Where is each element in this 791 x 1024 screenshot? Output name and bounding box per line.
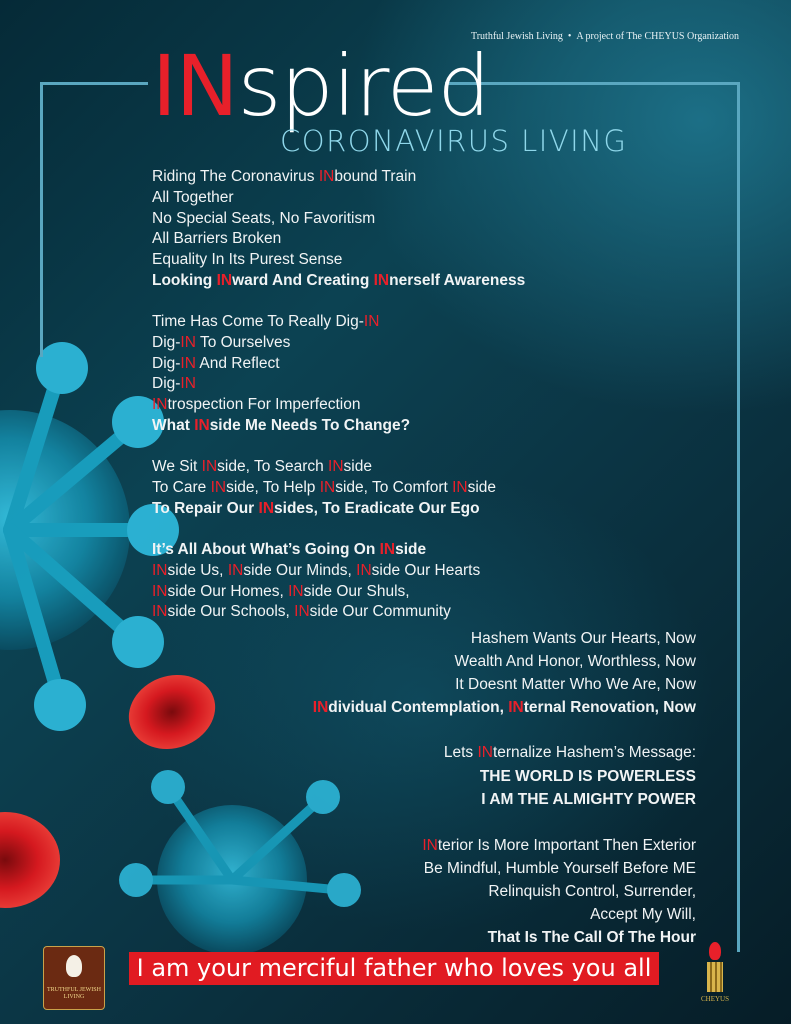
line-text: All Together [152,188,234,206]
cheyus-logo [700,942,730,1008]
in-highlight: IN [152,603,168,621]
line-text: side Our Homes, [167,582,289,600]
line-text: And Reflect [195,354,280,372]
line-text: nerself Awareness [389,271,526,289]
line-text: ward And Creating [232,271,374,289]
line-text: side, To Help [226,478,320,496]
menorah-flame-logo [66,955,82,977]
poem-line [422,903,696,926]
poem-line [152,561,480,582]
line-text: side Our Community [309,603,451,621]
line-text: Time Has Come To Really Dig- [152,313,364,330]
closing-banner: I am your merciful father who loves you all [129,952,659,985]
poem-line [152,312,410,333]
in-highlight: IN [152,582,168,600]
poem-line [152,354,410,375]
in-highlight: IN [180,354,196,372]
virus-bottom [119,770,361,955]
line-text: We Sit [152,458,202,475]
line-text: Dig- [152,333,181,351]
in-highlight: IN [201,458,218,475]
line-text: To Care [152,478,211,496]
page-subtitle: CORONAVIRUS LIVING [280,124,628,158]
in-highlight: IN [294,603,310,621]
line-text: sides, To Eradicate Our Ego [274,499,480,517]
poem-line [152,499,496,520]
in-highlight: IN [508,699,524,716]
in-highlight: IN [312,699,329,716]
poem-line [152,250,525,271]
stanza-4 [152,540,480,623]
line-text: Riding The Coronavirus [152,168,319,185]
line-text: side Our Schools, [167,603,295,621]
poem-line [422,834,696,857]
line-text: Dig- [152,375,181,393]
in-highlight: IN [216,271,233,289]
line-text: That Is The Call Of The Hour [487,929,696,946]
line-text: It’s All About What’s Going On [152,541,380,558]
in-highlight: IN [318,168,335,185]
logo-left-text: TRUTHFUL JEWISH LIVING [47,987,101,1000]
line-text: Accept My Will, [590,906,696,923]
line-text: All Barriers Broken [152,230,282,248]
in-highlight: IN [373,271,390,289]
credit-left: Truthful Jewish Living [470,31,563,42]
line-text: THE WORLD IS POWERLESS [479,767,696,785]
in-highlight: IN [363,313,380,330]
credit-separator: • [567,31,572,42]
line-text: side Our Minds, [243,561,357,579]
in-highlight: IN [452,478,468,496]
in-highlight: IN [319,478,336,496]
line-text: side Us, [167,561,228,579]
line-text: To Repair Our [152,499,259,517]
in-highlight: IN [422,837,438,854]
line-text: ternalize Hashem’s Message: [492,744,696,761]
line-text: side [467,478,497,496]
poem-line [422,880,696,903]
blood-cell-illustration [118,663,225,761]
poem-line [152,416,410,437]
in-highlight: IN [180,333,196,351]
stanza-1 [152,167,525,292]
poem-line [313,627,696,650]
line-text: It Doesnt Matter Who We Are, Now [455,676,696,693]
in-highlight: IN [194,416,210,434]
frame-left-top [40,82,148,85]
poem-line [313,673,696,696]
in-highlight: IN [328,458,344,475]
in-highlight: IN [180,375,196,393]
poem-line [152,188,525,209]
line-text: Lets [443,744,478,761]
line-text: Looking [152,271,217,289]
poem-line [152,271,525,292]
in-highlight: IN [477,744,493,761]
line-text: Dig- [152,354,181,372]
page-title [152,37,490,135]
line-text: Wealth And Honor, Worthless, Now [454,653,696,670]
stanza-5 [313,627,696,719]
poem-line [152,540,480,561]
credit-right: A project of The CHEYUS Organization [576,31,739,42]
poem-line [152,457,496,478]
poem-line [313,650,696,673]
line-text: I AM THE ALMIGHTY POWER [481,791,696,808]
line-text: No Special Seats, No Favoritism [152,209,376,227]
line-text: trospection For Imperfection [167,396,361,414]
line-text: bound Train [334,168,417,185]
line-text: side [343,458,372,475]
frame-left-vertical [40,82,43,357]
line-text: Equality In Its Purest Sense [152,251,343,269]
poem-line [152,602,480,623]
poem-line [152,374,410,395]
poem-line [444,765,696,789]
line-text: To Ourselves [195,333,291,351]
stanza-3 [152,457,496,519]
poem-line [152,478,496,499]
in-highlight: IN [210,478,227,496]
poem-line [152,582,480,603]
stanza-7 [422,834,696,949]
line-text: side Our Shuls, [303,582,410,600]
in-highlight: IN [227,561,244,579]
in-highlight: IN [356,561,372,579]
frame-right-vertical [737,82,740,952]
title-in: IN [152,37,238,135]
line-text: side, To Comfort [335,478,453,496]
logo-right-text: CHEYUS [700,995,729,1003]
in-highlight: IN [379,541,396,558]
poem-line [152,333,410,354]
line-text: Hashem Wants Our Hearts, Now [470,630,696,647]
poem-line [152,167,525,188]
stanza-2 [152,312,410,437]
title-rest: spired [237,37,490,135]
poem-line [444,741,696,765]
stanza-6 [444,741,696,812]
in-highlight: IN [152,561,168,579]
line-text: side, To Search [217,458,329,475]
line-text: side [395,541,427,558]
torch-pillar-logo [709,942,721,960]
poem-line [422,926,696,949]
poem-line [313,696,696,719]
line-text: side Me Needs To Change? [209,416,411,434]
line-text: ternal Renovation, Now [523,699,696,716]
line-text: side Our Hearts [371,561,481,579]
poem-line [152,229,525,250]
line-text: Be Mindful, Humble Yourself Before ME [423,860,696,877]
poem-line [152,209,525,230]
poem-line [152,395,410,416]
in-highlight: IN [258,499,275,517]
poem-line [444,788,696,812]
line-text: Relinquish Control, Surrender, [488,883,696,900]
line-text: What [152,416,195,434]
in-highlight: IN [288,582,304,600]
truthful-jewish-living-logo [43,946,105,1010]
in-highlight: IN [152,396,168,414]
header-credit [471,31,739,42]
line-text: dividual Contemplation, [328,699,509,716]
logo-pillar [707,962,723,992]
line-text: terior Is More Important Then Exterior [437,837,696,854]
poem-line [422,857,696,880]
